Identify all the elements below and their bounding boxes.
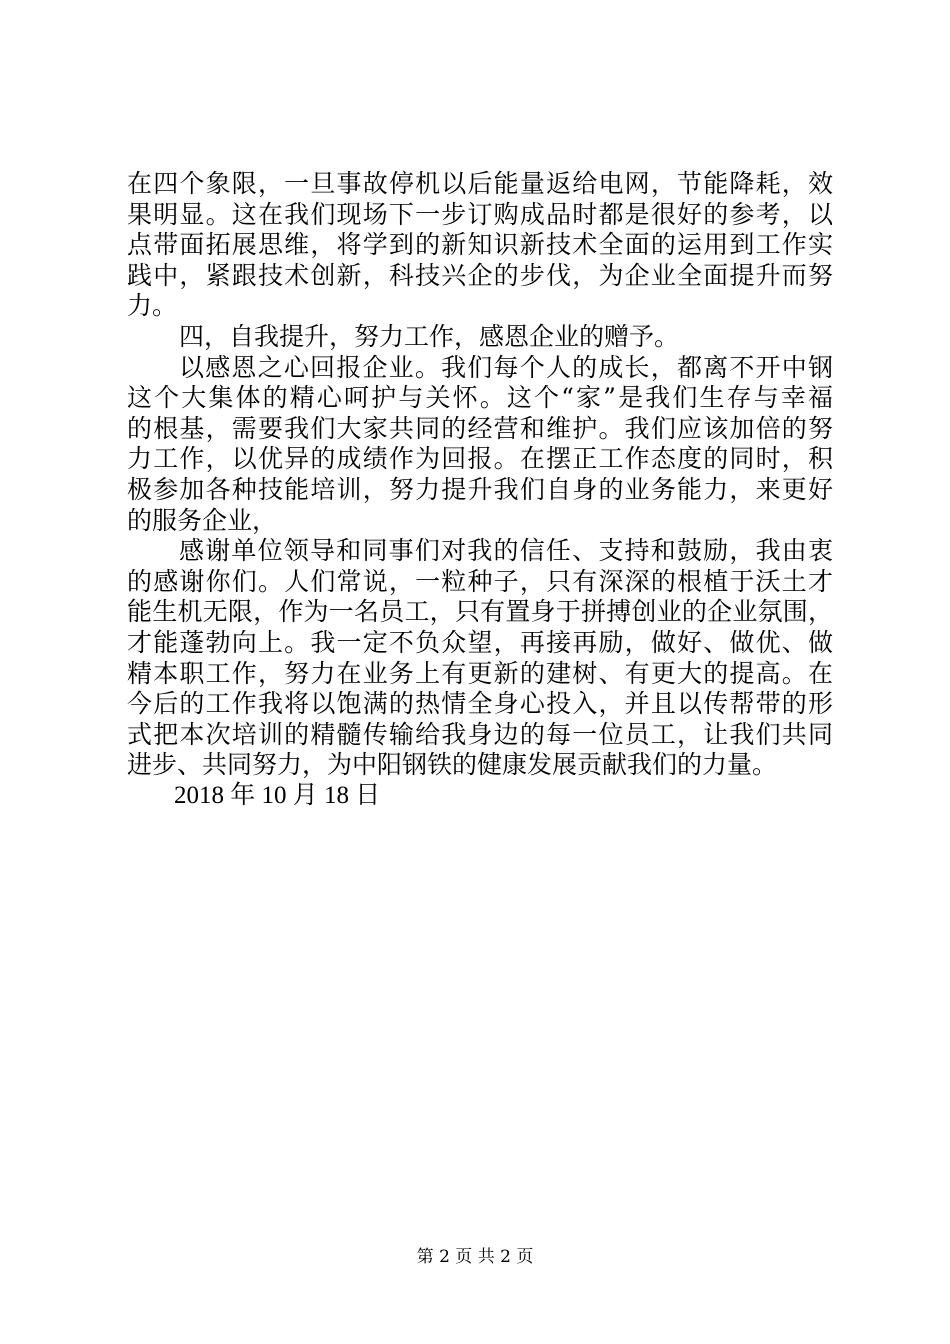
paragraph-line: 这个大集体的精心呵护与关怀。这个“家”是我们生存与幸福 xyxy=(127,383,833,413)
document-body xyxy=(127,169,837,811)
paragraph-line: 力工作，以优异的成绩作为回报。在摆正工作态度的同时，积 xyxy=(127,444,833,474)
paragraph-line: 极参加各种技能培训，努力提升我们自身的业务能力，来更好 xyxy=(127,474,833,504)
paragraph-line: 力。 xyxy=(127,291,178,321)
paragraph-line: 感谢单位领导和同事们对我的信任、支持和鼓励，我由衷 xyxy=(179,536,833,566)
paragraph-line: 以感恩之心回报企业。我们每个人的成长，都离不开中钢 xyxy=(179,352,833,382)
paragraph-line: 践中，紧跟技术创新，科技兴企的步伐，为企业全面提升而努 xyxy=(127,260,833,290)
paragraph-line: 在四个象限，一旦事故停机以后能量返给电网，节能降耗，效 xyxy=(127,169,833,198)
document-date: 2018 年 10 月 18 日 xyxy=(174,781,381,809)
paragraph-line: 的感谢你们。人们常说，一粒种子，只有深深的根植于沃土才 xyxy=(127,566,833,596)
paragraph-line: 进步、共同努力，为中阳钢铁的健康发展贡献我们的力量。 xyxy=(127,750,778,780)
paragraph-line: 才能蓬勃向上。我一定不负众望，再接再励，做好、做优、做 xyxy=(127,627,833,657)
paragraph-line: 精本职工作，努力在业务上有更新的建树、有更大的提高。在 xyxy=(127,658,833,688)
page-footer xyxy=(0,1242,950,1267)
paragraph-line: 今后的工作我将以饱满的热情全身心投入，并且以传帮带的形 xyxy=(127,689,833,719)
page-number-indicator: 第 2 页 共 2 页 xyxy=(416,1247,534,1267)
paragraph-line: 式把本次培训的精髓传输给我身边的每一位员工，让我们共同 xyxy=(127,719,833,749)
paragraph-line: 的根基，需要我们大家共同的经营和维护。我们应该加倍的努 xyxy=(127,413,833,443)
section-heading: 四，自我提升，努力工作，感恩企业的赠予。 xyxy=(179,321,680,351)
paragraph-line: 能生机无限，作为一名员工，只有置身于拼搏创业的企业氛围， xyxy=(127,597,833,627)
paragraph-line: 点带面拓展思维，将学到的新知识新技术全面的运用到工作实 xyxy=(127,230,833,260)
paragraph-line: 果明显。这在我们现场下一步订购成品时都是很好的参考，以 xyxy=(127,199,833,229)
paragraph-line: 的服务企业， xyxy=(127,505,278,535)
